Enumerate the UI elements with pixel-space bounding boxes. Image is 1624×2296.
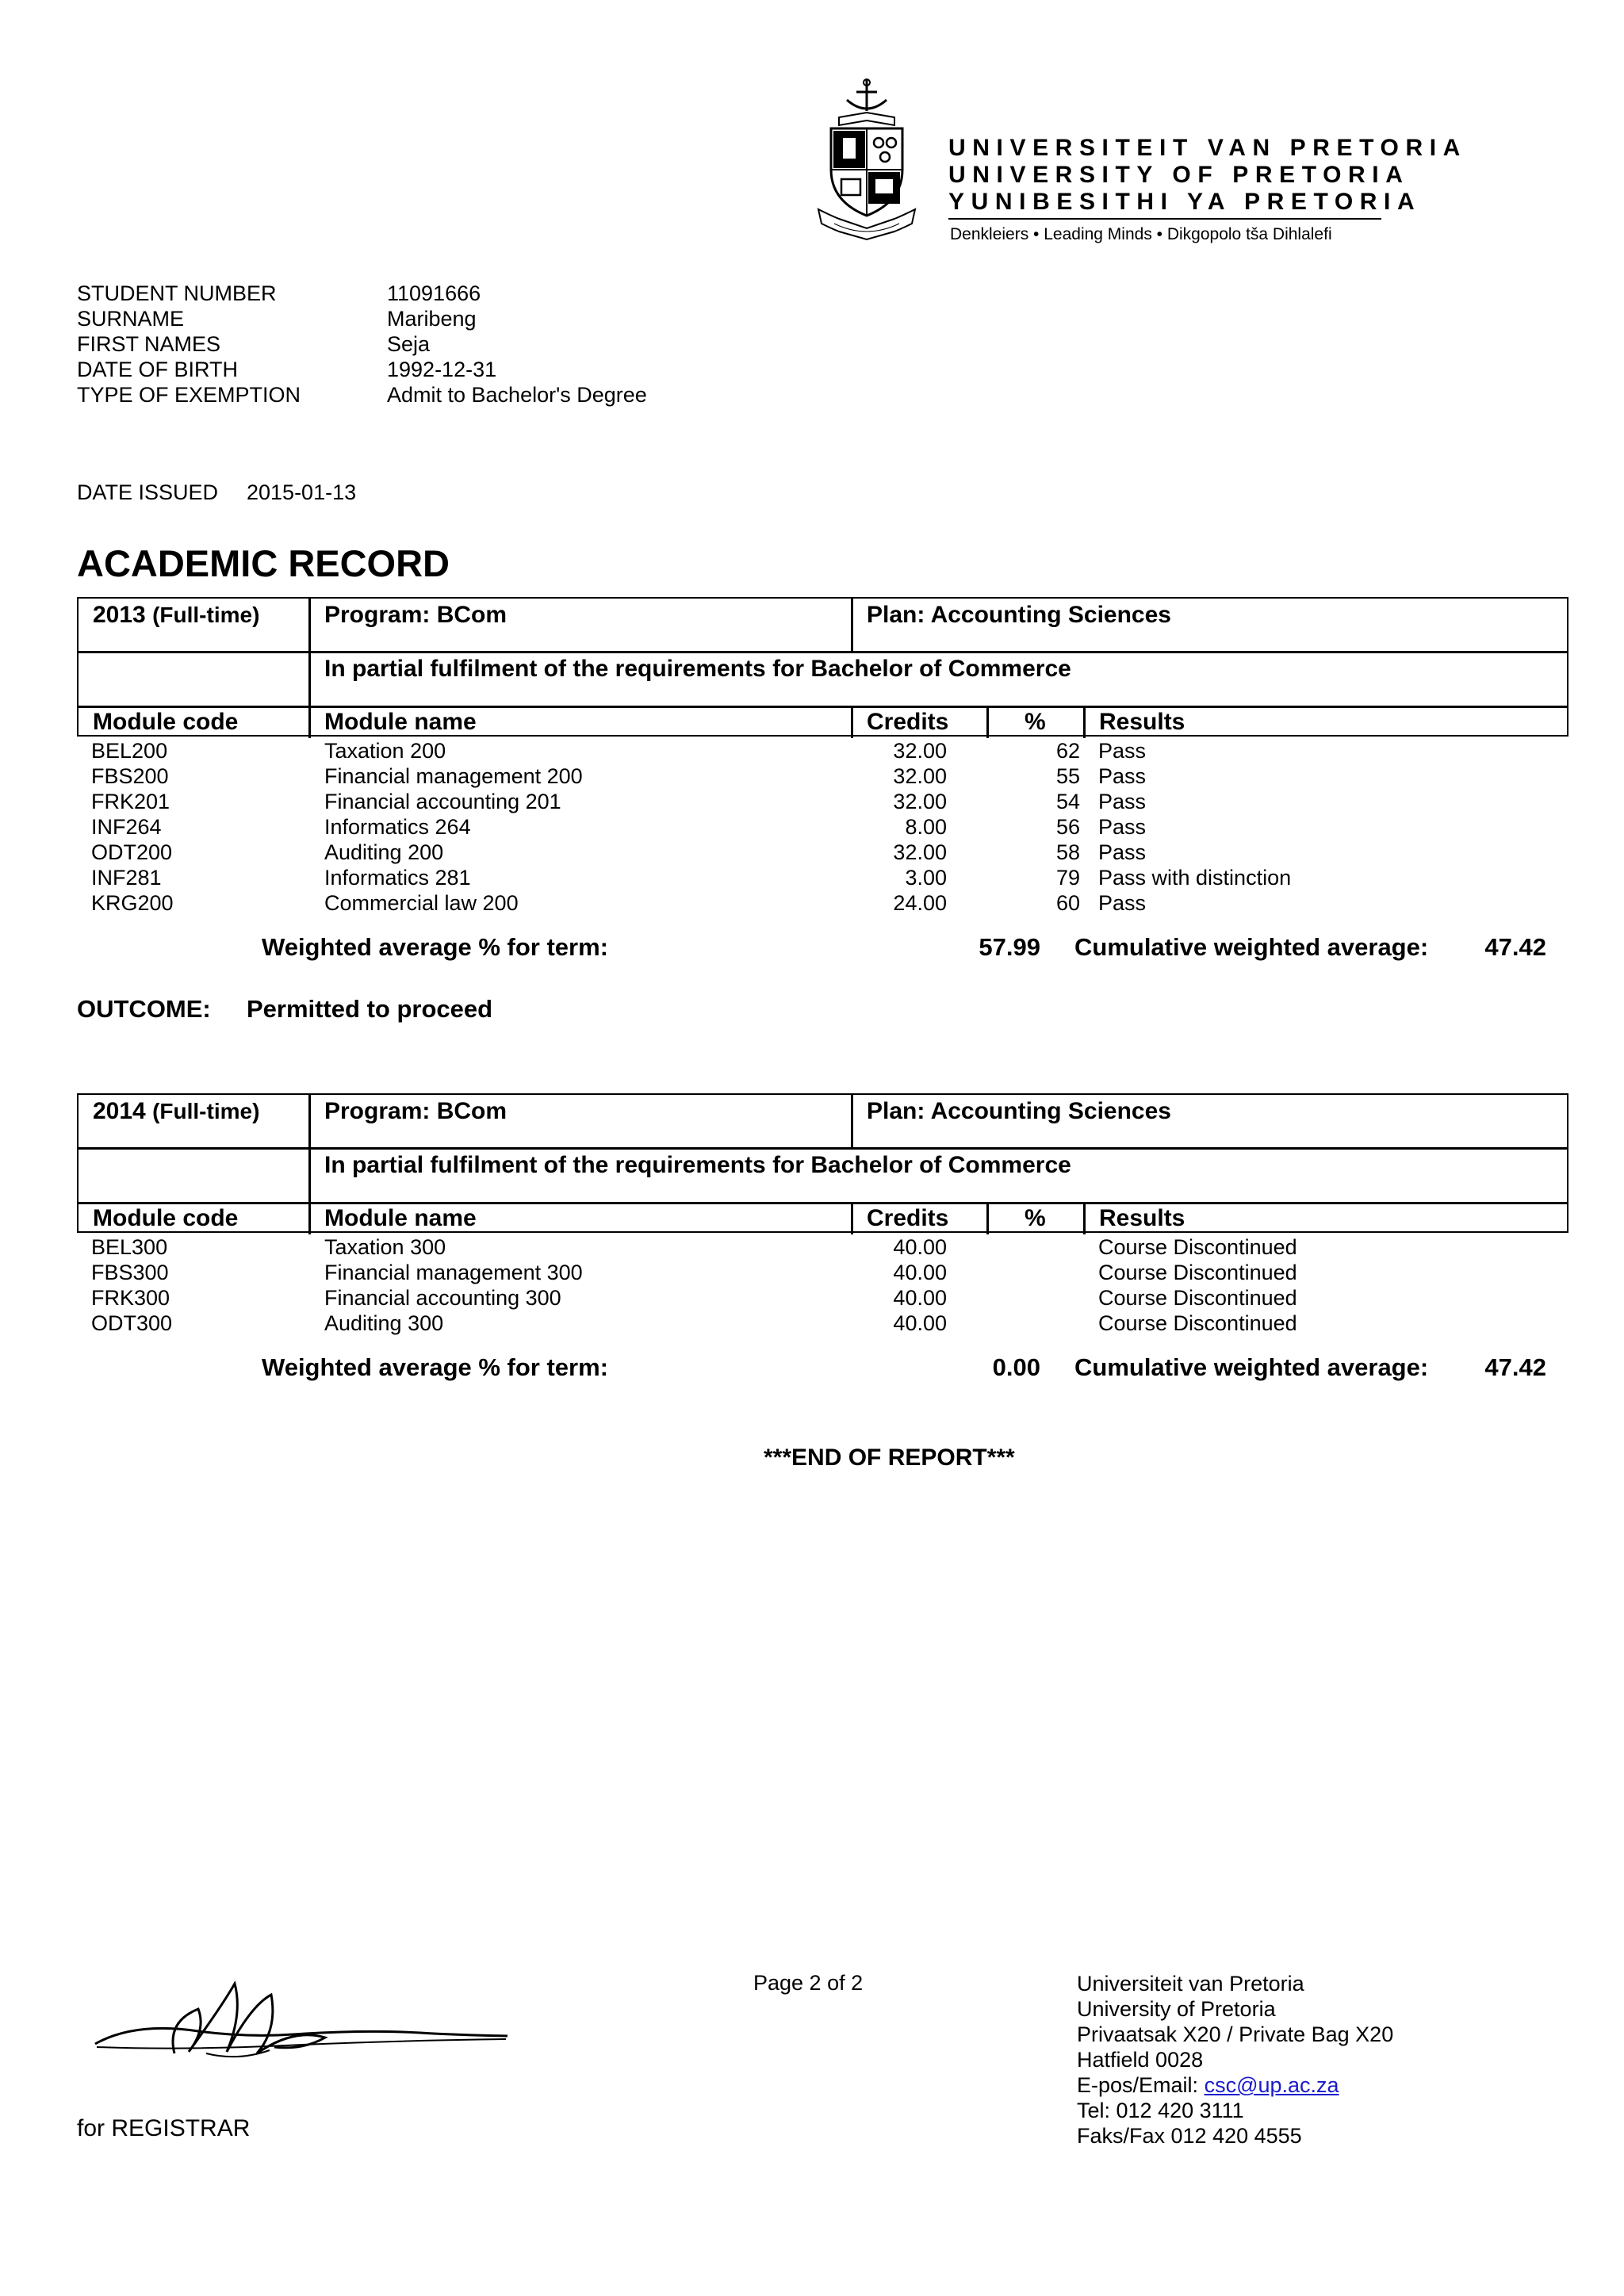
weighted-average-value: 0.00 (992, 1353, 1040, 1381)
term-block-2014 (77, 1093, 1568, 1391)
header-credits: Credits (867, 709, 949, 735)
module-credits: 32.00 (893, 764, 947, 788)
module-percent: 58 (1055, 840, 1080, 864)
header-module-code: Module code (93, 709, 239, 735)
address-tel: Tel: 012 420 3111 (1077, 2099, 1244, 2122)
outcome-value: Permitted to proceed (247, 995, 493, 1023)
address-email (1077, 2072, 1339, 2098)
header-results: Results (1099, 709, 1185, 735)
university-crest-icon (815, 76, 918, 243)
header-divider (948, 218, 1381, 220)
module-row (77, 1260, 1568, 1285)
module-row (77, 865, 1568, 890)
module-name: Financial management 200 (324, 764, 583, 788)
term-plan: Plan: Accounting Sciences (867, 602, 1171, 628)
module-result: Course Discontinued (1098, 1311, 1297, 1335)
end-of-report: ***END OF REPORT*** (764, 1445, 1015, 1471)
module-row (77, 738, 1568, 763)
module-code: KRG200 (91, 891, 174, 915)
header-credits: Credits (867, 1205, 949, 1231)
for-registrar-label: for REGISTRAR (77, 2115, 251, 2141)
address-line: Privaatsak X20 / Private Bag X20 (1077, 2022, 1394, 2046)
module-result: Pass (1098, 840, 1147, 864)
university-name-afrikaans: UNIVERSITEIT VAN PRETORIA (948, 135, 1467, 161)
module-code: FBS200 (91, 764, 169, 788)
module-percent: 55 (1055, 764, 1080, 788)
module-credits: 32.00 (893, 739, 947, 763)
module-code: BEL300 (91, 1235, 168, 1259)
term-plan: Plan: Accounting Sciences (867, 1098, 1171, 1124)
module-percent: 62 (1055, 739, 1080, 763)
term-year-value: 2013 (93, 602, 146, 628)
address-line: Hatfield 0028 (1077, 2048, 1204, 2072)
module-credits: 32.00 (893, 790, 947, 813)
module-name: Auditing 300 (324, 1311, 444, 1335)
module-result: Pass (1098, 891, 1147, 915)
module-row (77, 814, 1568, 840)
module-credits: 32.00 (893, 840, 947, 864)
module-result: Course Discontinued (1098, 1261, 1297, 1284)
module-percent: 54 (1055, 790, 1080, 813)
exemption-type-label: TYPE OF EXEMPTION (77, 383, 301, 407)
module-name: Auditing 200 (324, 840, 444, 864)
module-row (77, 890, 1568, 916)
module-list (77, 738, 1568, 916)
module-credits: 3.00 (905, 866, 947, 890)
address-fax: Faks/Fax 012 420 4555 (1077, 2124, 1302, 2148)
date-issued-value: 2015-01-13 (247, 480, 357, 504)
header-results: Results (1099, 1205, 1185, 1231)
module-name: Informatics 264 (324, 815, 471, 839)
cumulative-average-value: 47.42 (1484, 1353, 1546, 1381)
module-row (77, 1285, 1568, 1311)
module-result: Course Discontinued (1098, 1235, 1297, 1259)
module-list (77, 1234, 1568, 1336)
module-code: BEL200 (91, 739, 168, 763)
term-mode: (Full-time) (152, 1099, 260, 1123)
weighted-average-label: Weighted average % for term: (262, 1353, 608, 1381)
term-year (93, 599, 259, 632)
module-name: Taxation 300 (324, 1235, 446, 1259)
term-header-box (77, 597, 1568, 737)
module-result: Pass with distinction (1098, 866, 1292, 890)
cumulative-average-label: Cumulative weighted average: (1074, 1353, 1429, 1381)
module-result: Pass (1098, 815, 1147, 839)
cumulative-average-value: 47.42 (1484, 933, 1546, 961)
term-fulfilment: In partial fulfilment of the requirements for Bachelor of Commerce (324, 1152, 1071, 1178)
term-fulfilment: In partial fulfilment of the requirements for Bachelor of Commerce (324, 656, 1071, 682)
exemption-type-value: Admit to Bachelor's Degree (387, 383, 647, 407)
term-summary (77, 1336, 1568, 1391)
header-module-code: Module code (93, 1205, 239, 1231)
header-module-name: Module name (324, 709, 477, 735)
module-row (77, 1311, 1568, 1336)
module-name: Informatics 281 (324, 866, 471, 890)
module-name: Taxation 200 (324, 739, 446, 763)
student-number-label: STUDENT NUMBER (77, 281, 277, 305)
module-percent: 79 (1055, 866, 1080, 890)
weighted-average-label: Weighted average % for term: (262, 933, 608, 961)
academic-record-heading: ACADEMIC RECORD (77, 542, 450, 584)
term-mode: (Full-time) (152, 603, 260, 627)
module-name: Financial management 300 (324, 1261, 583, 1284)
page-number: Page 2 of 2 (753, 1971, 864, 1995)
module-percent: 56 (1055, 815, 1080, 839)
header-module-name: Module name (324, 1205, 477, 1231)
university-name-english: UNIVERSITY OF PRETORIA (948, 162, 1410, 188)
module-row (77, 1234, 1568, 1260)
module-result: Pass (1098, 764, 1147, 788)
module-credits: 8.00 (905, 815, 947, 839)
module-code: ODT300 (91, 1311, 173, 1335)
module-code: FBS300 (91, 1261, 169, 1284)
university-motto: Denkleiers • Leading Minds • Dikgopolo tša Dihlalefi (950, 225, 1332, 243)
address-line: University of Pretoria (1077, 1997, 1276, 2021)
student-number-value: 11091666 (387, 281, 481, 305)
module-credits: 40.00 (893, 1235, 947, 1259)
first-names-label: FIRST NAMES (77, 332, 221, 356)
date-issued-label: DATE ISSUED (77, 480, 219, 504)
term-year (93, 1095, 259, 1128)
module-row (77, 789, 1568, 814)
module-code: INF264 (91, 815, 162, 839)
module-credits: 40.00 (893, 1311, 947, 1335)
module-result: Pass (1098, 739, 1147, 763)
module-credits: 40.00 (893, 1261, 947, 1284)
email-link[interactable]: csc@up.ac.za (1204, 2073, 1339, 2097)
module-credits: 24.00 (893, 891, 947, 915)
surname-label: SURNAME (77, 307, 185, 331)
outcome-label: OUTCOME: (77, 995, 211, 1023)
header-percent: % (1025, 709, 1046, 735)
module-code: FRK201 (91, 790, 170, 813)
module-row (77, 840, 1568, 865)
first-names-value: Seja (387, 332, 431, 356)
module-code: INF281 (91, 866, 162, 890)
surname-value: Maribeng (387, 307, 477, 331)
module-percent: 60 (1055, 891, 1080, 915)
module-credits: 40.00 (893, 1286, 947, 1310)
date-of-birth-label: DATE OF BIRTH (77, 358, 239, 381)
term-block-2013 (77, 597, 1568, 971)
weighted-average-value: 57.99 (979, 933, 1040, 961)
module-row (77, 763, 1568, 789)
university-name-sepedi: YUNIBESITHI YA PRETORIA (948, 189, 1422, 215)
term-program: Program: BCom (324, 1098, 508, 1124)
registrar-signature (87, 1974, 515, 2077)
cumulative-average-label: Cumulative weighted average: (1074, 933, 1429, 961)
date-of-birth-value: 1992-12-31 (387, 358, 497, 381)
module-result: Pass (1098, 790, 1147, 813)
term-summary (77, 916, 1568, 971)
term-year-value: 2014 (93, 1098, 146, 1124)
address-line: Universiteit van Pretoria (1077, 1972, 1304, 1996)
module-code: ODT200 (91, 840, 173, 864)
term-header-box (77, 1093, 1568, 1233)
module-name: Commercial law 200 (324, 891, 519, 915)
module-result: Course Discontinued (1098, 1286, 1297, 1310)
module-code: FRK300 (91, 1286, 170, 1310)
email-label: E-pos/Email: (1077, 2073, 1205, 2097)
module-name: Financial accounting 201 (324, 790, 561, 813)
header-percent: % (1025, 1205, 1046, 1231)
module-name: Financial accounting 300 (324, 1286, 561, 1310)
term-program: Program: BCom (324, 602, 508, 628)
